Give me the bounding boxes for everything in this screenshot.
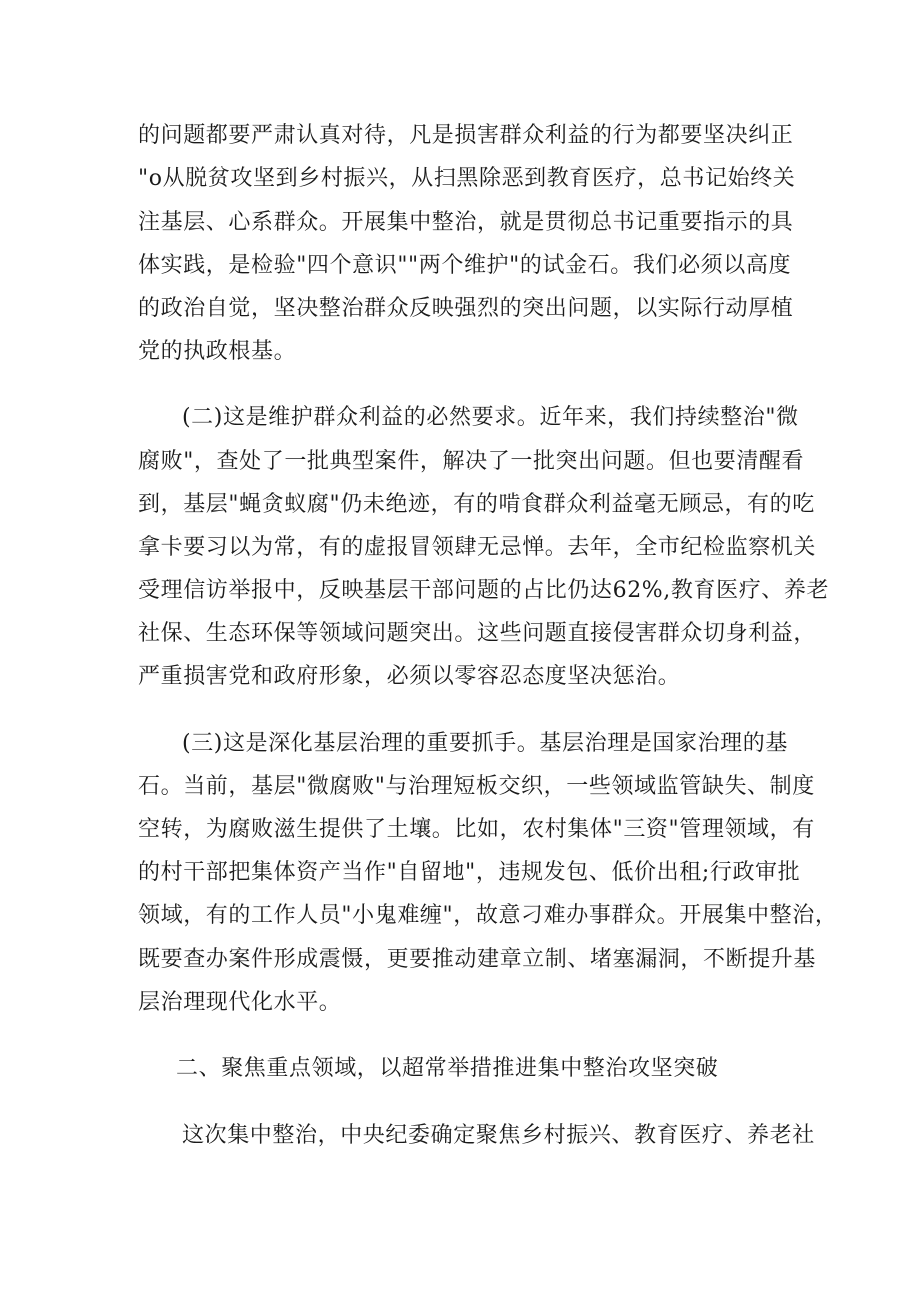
text-line: 党的执政根基。 (138, 339, 297, 364)
text-line: "o从脱贫攻坚到乡村振兴，从扫黑除恶到教育医疗，总书记始终关 (138, 166, 796, 191)
text-line: 严重损害党和政府形象，必须以零容忍态度坚决惩治。 (138, 664, 681, 689)
section-heading: 二、聚焦重点领域，以超常举措推进集中整治攻坚突破 (176, 1056, 719, 1081)
text-line: (二)这是维护群众利益的必然要求。近年来，我们持续整治"微 (182, 405, 799, 430)
text-line: 石。当前，基层"微腐败"与治理短板交织，一些领域监管缺失、制度 (138, 774, 815, 799)
text-line: 到，基层"蝇贪蚁腐"仍未绝迹，有的啃食群众利益毫无顾忌，有的吃 (138, 492, 815, 517)
text-line: 层治理现代化水平。 (138, 990, 342, 1015)
text-line: 注基层、心系群众。开展集中整治，就是贯彻总书记重要指示的具 (138, 210, 794, 235)
text-line: 社保、生态环保等领域问题突出。这些问题直接侵害群众切身利益， (138, 621, 817, 646)
text-line: (三)这是深化基层治理的重要抓手。基层治理是国家治理的基 (182, 731, 788, 756)
text-line: 受理信访举报中，反映基层干部问题的占比仍达62%,教育医疗、养老 (138, 578, 830, 603)
text-line: 领域，有的工作人员"小鬼难缠"，故意刁难办事群众。开展集中整治， (138, 903, 838, 928)
text-line: 既要查办案件形成震慑，更要推动建章立制、堵塞漏洞，不断提升基 (138, 947, 817, 972)
text-line: 腐败"，查处了一批典型案件，解决了一批突出问题。但也要清醒看 (138, 449, 805, 474)
text-line: 这次集中整治，中央纪委确定聚焦乡村振兴、教育医疗、养老社 (182, 1123, 815, 1148)
text-line: 的村干部把集体资产当作"自留地"，违规发包、低价出租;行政审批 (138, 860, 801, 885)
text-line: 体实践，是检验"四个意识""两个维护"的试金石。我们必须以高度 (138, 253, 792, 278)
text-line: 空转，为腐败滋生提供了土壤。比如，农村集体"三资"管理领域，有 (138, 817, 815, 842)
text-line: 的问题都要严肃认真对待，凡是损害群众利益的行为都要坚决纠正 (138, 123, 794, 148)
text-line: 的政治自觉，坚决整治群众反映强烈的突出问题，以实际行动厚植 (138, 296, 794, 321)
text-line: 拿卡要习以为常，有的虚报冒领肆无忌惮。去年，全市纪检监察机关 (138, 535, 817, 560)
